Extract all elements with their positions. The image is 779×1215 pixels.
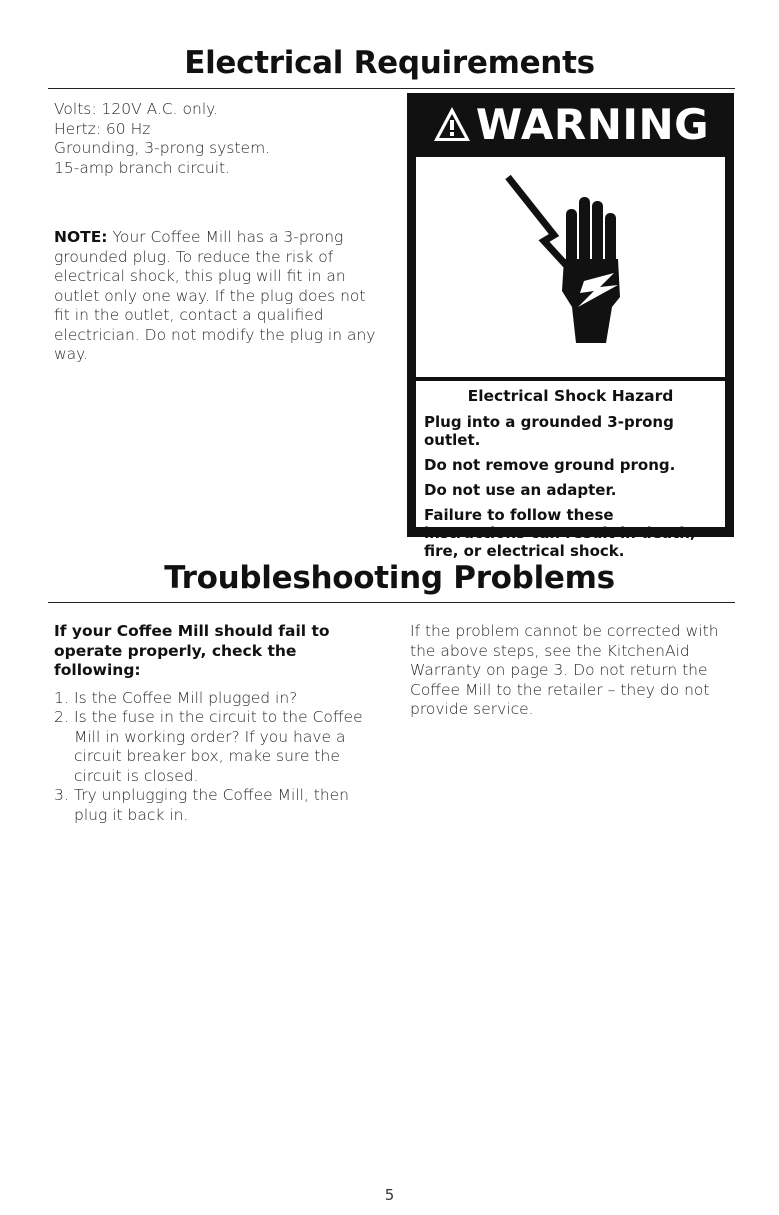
- spec-volts: Volts: 120V A.C. only.: [54, 100, 219, 118]
- warning-triangle-icon: [432, 104, 472, 144]
- warning-message-ground-prong: Do not remove ground prong.: [424, 456, 676, 474]
- warning-header: [407, 93, 734, 155]
- warning-message-panel: [416, 381, 725, 560]
- step-number: 3.: [54, 786, 69, 804]
- spec-circuit: 15-amp branch circuit.: [54, 158, 231, 177]
- warning-message-grounded-outlet: Plug into a grounded 3-prong outlet.: [424, 413, 674, 449]
- pictogram-panel: [416, 157, 725, 377]
- title-rule: [48, 88, 735, 89]
- note-text: Your Coffee Mill has a 3-prong grounded plug. To reduce the risk of electrical shock, this plug will fit in an outlet only one way. If the plug does not fit in the outlet, contact a qualified electrician. Do not modify the plug in any way.: [54, 228, 376, 363]
- note-paragraph: [54, 228, 376, 365]
- warning-message-consequence: Failure to follow these instructions can result in death, fire, or electrical shock.: [424, 506, 696, 560]
- list-item: [54, 786, 376, 825]
- step-text: Is the fuse in the circuit to the Coffee Mill in working order? If you have a circuit breaker box, make sure the circuit is closed.: [74, 708, 363, 785]
- troubleshooting-rule: [48, 602, 735, 603]
- electric-shock-hand-icon: [416, 157, 725, 377]
- step-number: 1.: [54, 688, 69, 707]
- troubleshooting-step-list: [54, 689, 376, 826]
- spec-hertz: Hertz: 60 Hz: [54, 119, 151, 138]
- step-text: Try unplugging the Coffee Mill, then plug it back in.: [74, 786, 349, 824]
- troubleshooting-service-note: If the problem cannot be corrected with the above steps, see the KitchenAid Warranty on page 3. Do not return the Coffee Mill to the retailer – they do not provide service.: [410, 622, 719, 718]
- step-number: 2.: [54, 708, 69, 726]
- list-item: [54, 689, 376, 709]
- troubleshooting-steps-column: [54, 622, 376, 825]
- electrical-spec-list: [54, 100, 364, 178]
- warning-header-text: WARNING: [475, 99, 710, 149]
- list-item: [54, 708, 376, 786]
- page-number: 5: [384, 1186, 395, 1204]
- spec-grounding: Grounding, 3-prong system.: [54, 139, 271, 157]
- troubleshooting-lead: If your Coffee Mill should fail to operate properly, check the following:: [54, 622, 330, 679]
- warning-message-adapter: Do not use an adapter.: [424, 481, 617, 499]
- note-label: NOTE:: [54, 228, 108, 246]
- step-text: Is the Coffee Mill plugged in?: [74, 688, 298, 707]
- electrical-requirements-title: Electrical Requirements: [184, 45, 595, 81]
- hazard-title: Electrical Shock Hazard: [467, 387, 674, 405]
- troubleshooting-title: Troubleshooting Problems: [164, 560, 615, 596]
- warning-label: [407, 93, 734, 560]
